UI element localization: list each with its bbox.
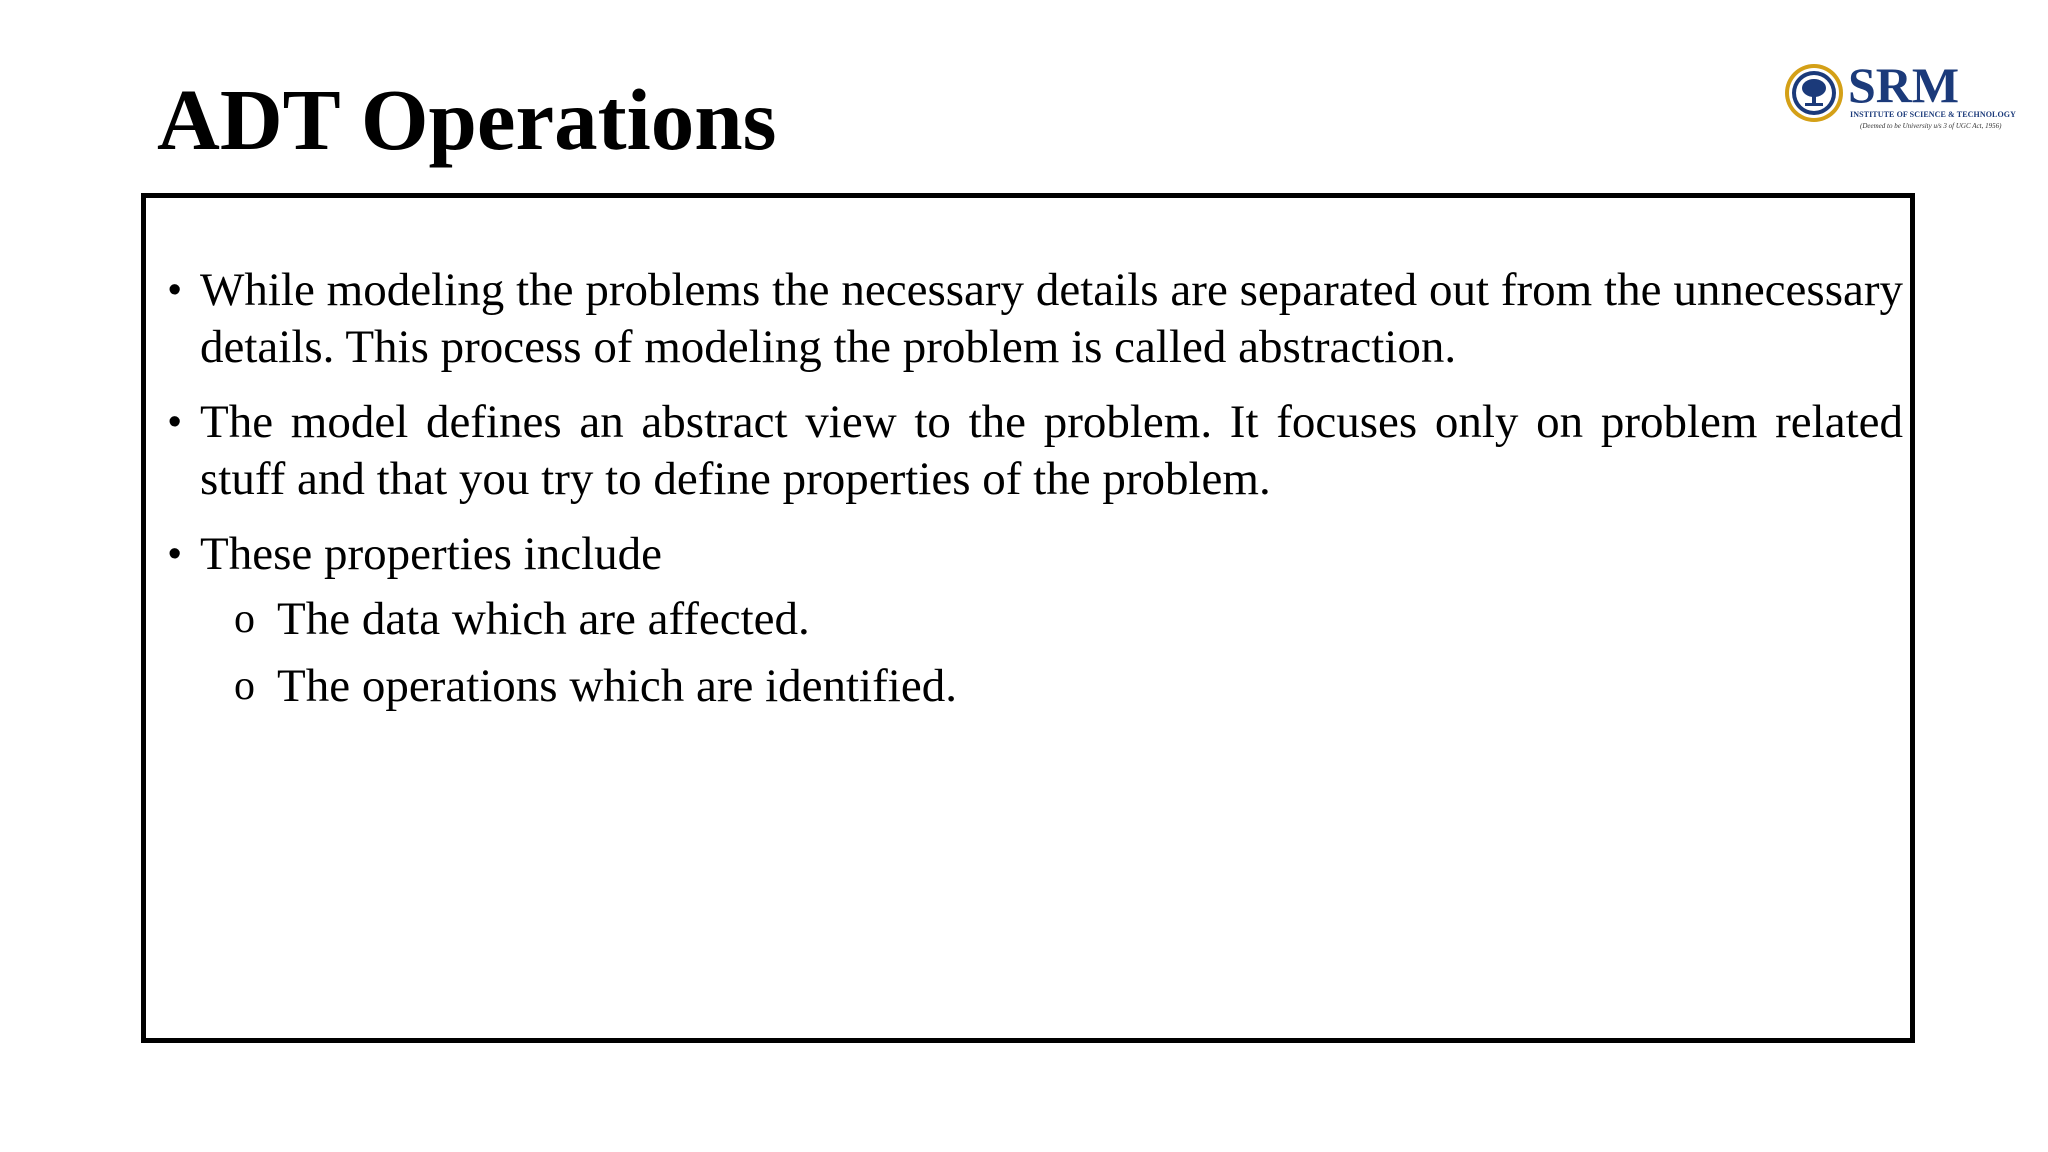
bullet-marker: •: [168, 269, 182, 311]
slide-title: ADT Operations: [157, 71, 777, 168]
sub-bullet-marker: o: [234, 596, 255, 642]
sub-bullet-text: The data which are affected.: [277, 593, 810, 645]
logo-subtitle: INSTITUTE OF SCIENCE & TECHNOLOGY: [1850, 110, 2017, 119]
bullet-marker: •: [168, 401, 182, 443]
sub-bullet-marker: o: [234, 663, 255, 709]
bullet-marker: •: [168, 533, 182, 575]
logo-tagline: (Deemed to be University u/s 3 of UGC Act, 1956): [1860, 122, 2002, 130]
sub-bullet-text: The operations which are identified.: [277, 660, 957, 712]
logo-brand: SRM: [1848, 60, 1960, 113]
content-box: [141, 193, 1915, 1043]
bullet-text: The model defines an abstract view to the problem. It focuses only on problem related stuff and that you try to define properties of the problem.: [200, 396, 1903, 505]
bullet-text: While modeling the problems the necessary details are separated out from the unnecessary details. This process of modeling the problem is called abstraction.: [200, 264, 1903, 373]
srm-logo: [1784, 60, 2017, 140]
bullet-text: These properties include: [200, 528, 662, 580]
bullet-list: [146, 198, 1910, 1038]
